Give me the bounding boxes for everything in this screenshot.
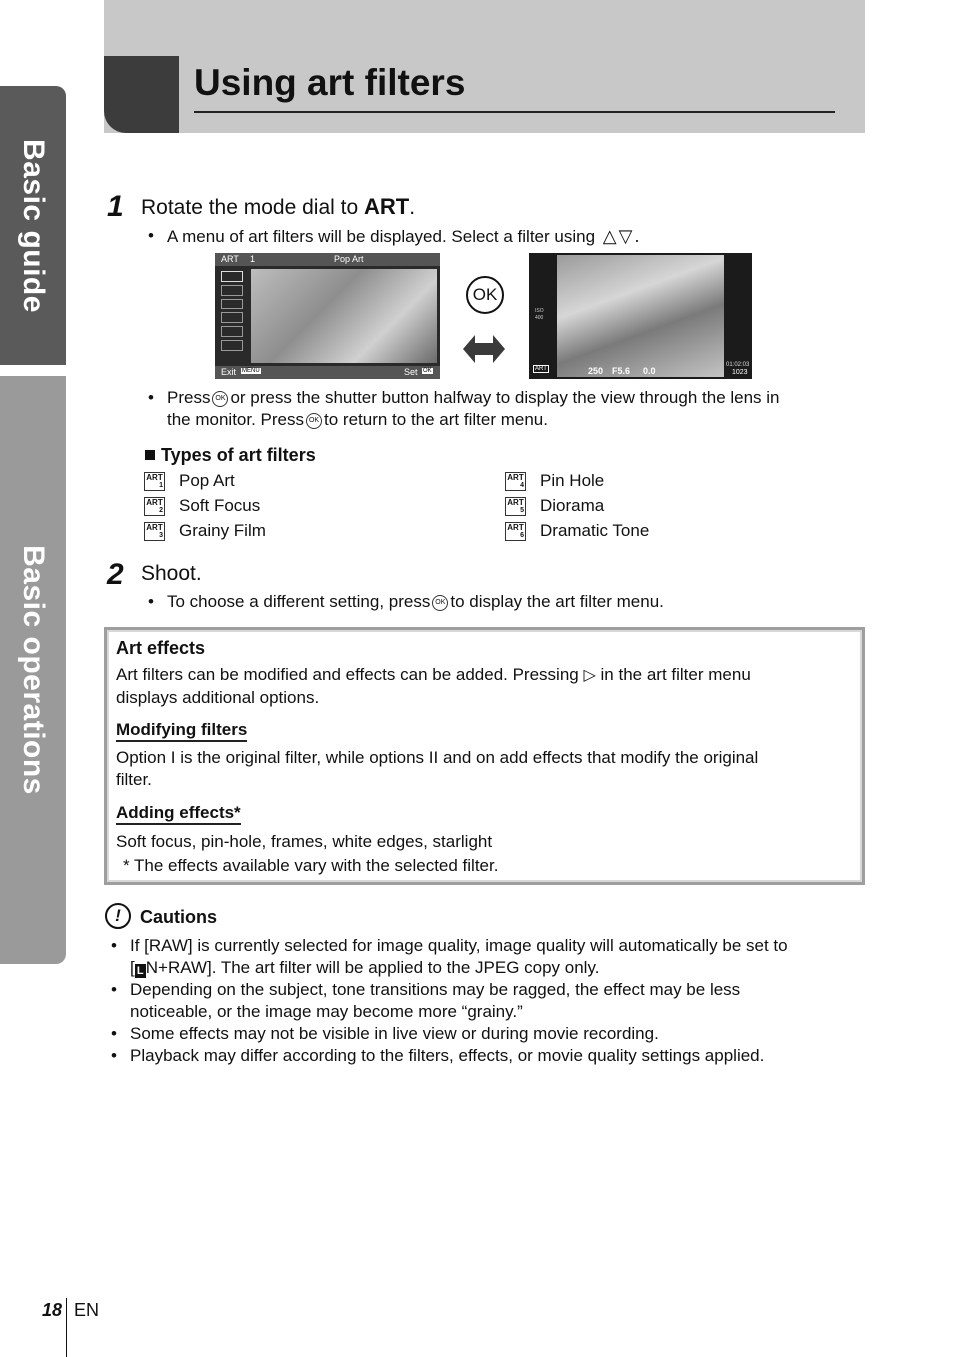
caution-item: • Some effects may not be visible in live view or during movie recording. bbox=[130, 1023, 659, 1045]
filter-list-left bbox=[144, 471, 266, 546]
box-text: in the art filter menu bbox=[600, 665, 751, 684]
filter-icon-list bbox=[221, 271, 243, 351]
iso-value: 400 bbox=[535, 315, 544, 321]
caution-item: • Playback may differ according to the filters, effects, or movie quality settings applied. bbox=[130, 1045, 764, 1067]
filter-list-right bbox=[505, 471, 649, 546]
step-number: 1 bbox=[107, 190, 124, 223]
box-subheading-adding bbox=[116, 803, 241, 823]
caution-text: N+RAW]. The art filter will be applied to the JPEG copy only. bbox=[145, 958, 600, 977]
page-title: Using art filters bbox=[194, 62, 466, 103]
art-menu-screen bbox=[215, 253, 440, 379]
exit-label: Exit bbox=[221, 367, 237, 377]
page-number: 18 bbox=[42, 1300, 63, 1320]
ok-button-icon: OK bbox=[423, 368, 432, 374]
ok-icon: OK bbox=[432, 595, 448, 611]
box-text: Art filters can be modified and effects can be added. Pressing bbox=[116, 665, 579, 684]
double-arrow-icon bbox=[463, 333, 505, 365]
menu-art-label: ART bbox=[221, 254, 239, 264]
bullet-text: To choose a different setting, press bbox=[167, 592, 431, 611]
box-paragraph-1 bbox=[116, 664, 846, 709]
filter-icon[interactable] bbox=[221, 340, 243, 351]
caution-icon: ! bbox=[105, 903, 131, 929]
filter-label: Diorama bbox=[540, 496, 605, 515]
step-1-text bbox=[141, 194, 415, 220]
caution-item: • If [RAW] is currently selected for image quality, image quality will automatically be set to bbox=[130, 935, 788, 957]
art-filter-icon: ART 2 bbox=[144, 497, 165, 516]
step-1-bullet-1 bbox=[167, 225, 641, 248]
aperture-value: F5.6 bbox=[612, 366, 631, 376]
filter-item bbox=[144, 521, 266, 546]
filter-icon[interactable] bbox=[221, 312, 243, 323]
filter-item bbox=[505, 471, 649, 496]
box-footnote: * The effects available vary with the selected filter. bbox=[123, 856, 499, 875]
bullet-text: A menu of art filters will be displayed. Select a filter using bbox=[167, 227, 596, 246]
side-tab-basic-guide[interactable] bbox=[0, 86, 66, 365]
set-label: Set bbox=[404, 367, 418, 377]
bullet-text: or press the shutter button halfway to display the view through the lens in bbox=[230, 388, 780, 407]
box-text: displays additional options. bbox=[116, 688, 320, 707]
menu-button-icon: MENU bbox=[242, 368, 260, 374]
box-subheading-modifying bbox=[116, 720, 247, 740]
bullet-text: the monitor. Press bbox=[167, 410, 305, 429]
box-subheading-text: Modifying filters bbox=[116, 720, 247, 742]
cautions-title: Cautions bbox=[140, 907, 218, 927]
art-filter-icon: ART 1 bbox=[144, 472, 165, 491]
box-title: Art effects bbox=[116, 638, 206, 658]
step-2-bullet bbox=[167, 591, 664, 613]
shutter-speed: 250 bbox=[588, 366, 604, 376]
box-paragraph-3: Soft focus, pin-hole, frames, white edges, starlight bbox=[116, 832, 493, 851]
box-text: Option I is the original filter, while options II and on add effects that modify the original bbox=[116, 748, 759, 767]
step-number: 2 bbox=[107, 558, 124, 591]
preview-image bbox=[251, 269, 437, 363]
ok-button-icon: OK bbox=[466, 276, 504, 314]
footer-divider bbox=[66, 1298, 67, 1357]
side-tab-basic-operations[interactable] bbox=[0, 376, 66, 964]
types-heading bbox=[145, 445, 316, 466]
ok-icon: OK bbox=[212, 391, 228, 407]
step-1-text-before: Rotate the mode dial to bbox=[141, 196, 364, 219]
filter-item bbox=[505, 521, 649, 546]
types-heading-text: Types of art filters bbox=[161, 445, 316, 465]
box-subheading-text: Adding effects* bbox=[116, 803, 241, 825]
menu-bottom-bar bbox=[215, 366, 440, 379]
filter-label: Grainy Film bbox=[179, 521, 266, 540]
filter-item bbox=[144, 471, 266, 496]
filter-label: Dramatic Tone bbox=[540, 521, 650, 540]
filter-item bbox=[144, 496, 266, 521]
live-view-image bbox=[557, 255, 724, 377]
art-mode-label: ART bbox=[363, 194, 410, 219]
language-code: EN bbox=[74, 1300, 100, 1320]
side-tab-label: Basic operations bbox=[17, 545, 50, 795]
filter-label: Pop Art bbox=[179, 471, 235, 490]
step-1-text-after: . bbox=[409, 196, 416, 219]
filter-item bbox=[505, 496, 649, 521]
filter-icon[interactable] bbox=[221, 285, 243, 296]
step-1-bullet-2 bbox=[167, 387, 857, 431]
bullet-text: Press bbox=[167, 388, 211, 407]
art-mode-icon: ART bbox=[535, 366, 547, 372]
menu-top-bar bbox=[215, 253, 440, 266]
box-paragraph-2 bbox=[116, 747, 846, 791]
step-2-text: Shoot. bbox=[141, 562, 202, 585]
large-image-quality-icon: L bbox=[135, 964, 146, 978]
menu-filter-name: Pop Art bbox=[334, 254, 364, 264]
filter-icon[interactable] bbox=[221, 326, 243, 337]
art-filter-icon: ART 6 bbox=[505, 522, 526, 541]
up-down-arrows-icon: △▽. bbox=[602, 226, 642, 246]
header-accent bbox=[104, 56, 179, 133]
caution-item: • Depending on the subject, tone transitions may be ragged, the effect may be less bbox=[130, 979, 740, 1001]
menu-page-num: 1 bbox=[250, 254, 256, 264]
title-rule bbox=[194, 111, 835, 113]
right-arrow-icon: ▷ bbox=[583, 667, 596, 684]
caution-item-cont: noticeable, or the image may become more “grainy.” bbox=[130, 1002, 523, 1021]
filter-icon[interactable] bbox=[221, 299, 243, 310]
side-tab-label: Basic guide bbox=[17, 138, 50, 313]
shots-remaining: 1023 bbox=[732, 369, 748, 376]
bullet-text: to display the art filter menu. bbox=[450, 592, 664, 611]
filter-label: Soft Focus bbox=[179, 496, 261, 515]
filter-icon[interactable] bbox=[221, 271, 243, 282]
iso-label: ISO bbox=[535, 308, 544, 314]
art-filter-icon: ART 5 bbox=[505, 497, 526, 516]
square-bullet-icon bbox=[145, 450, 155, 460]
art-filter-icon: ART 4 bbox=[505, 472, 526, 491]
exposure-comp: 0.0 bbox=[643, 366, 656, 376]
filter-label: Pin Hole bbox=[540, 471, 605, 490]
box-text: filter. bbox=[116, 770, 152, 789]
record-time: 01:02:03 bbox=[726, 362, 750, 368]
caution-item-cont: [ L N+RAW]. The art filter will be applied to the JPEG copy only. bbox=[130, 958, 600, 977]
art-filter-icon: ART 3 bbox=[144, 522, 165, 541]
ok-icon: OK bbox=[306, 413, 322, 429]
live-view-screen bbox=[529, 253, 752, 379]
bullet-text: to return to the art filter menu. bbox=[324, 410, 548, 429]
